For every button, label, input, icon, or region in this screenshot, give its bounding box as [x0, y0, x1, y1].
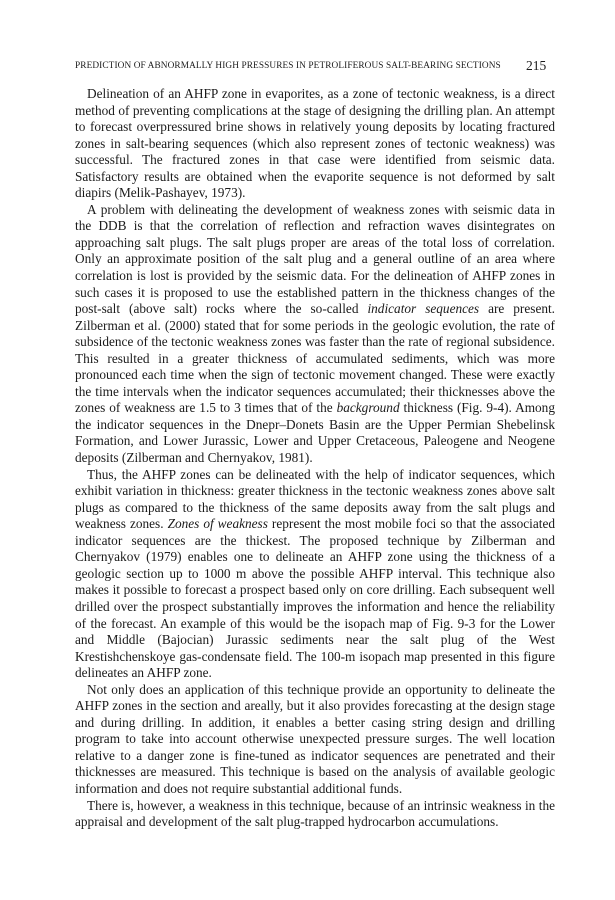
paragraph-5-text: There is, however, a weakness in this technique, because of an intrinsic weakness in the appraisal and development of the salt plug-trapped hydrocarbon accumulations. [75, 797, 555, 830]
paragraph-4 [75, 682, 555, 798]
paragraph-5 [75, 798, 555, 831]
paragraph-2-text-b: are present. Zilberman et al. (2000) stated that for some periods in the geologic evolution, the rate of subsidence of the tectonic weakness zones was faster than the rate of regional subsidence. This resulted in a greater thickness of accumulated sediments, which was more pronounced each time when the sign of tectonic movement changed. These were exactly the time intervals when the indicator sequences accumulated; their thicknesses above the zones of weakness are 1.5 to 3 times that of the [75, 301, 556, 416]
paragraph-3 [75, 467, 555, 682]
paragraph-1-text: Delineation of an AHFP zone in evaporites, as a zone of tectonic weakness, is a direct method of preventing complications at the stage of designing the drilling plan. An attempt to forecast overpressured brine shows in relatively young deposits by locating fractured zones in salt-bearing sequences (which also represent zones of tectonic weakness) was successful. The fractured zones in that case were identified from seismic data. Satisfactory results are obtained when the evaporite sequence is not deformed by salt diapirs (Melik-Pashayev, 1973). [75, 86, 555, 201]
paragraph-2 [75, 202, 555, 467]
paragraph-2-text-c: thickness (Fig. 9-4). Among the indicator sequences in the Dnepr–Donets Basin are the Upper Permian Shebelinsk Formation, and Lower Jurassic, Lower and Upper Cretaceous, Paleogene and Neogene deposits (Zilberman and Chernyakov, 1981). [75, 400, 555, 466]
running-head: PREDICTION OF ABNORMALLY HIGH PRESSURES IN PETROLIFEROUS SALT-BEARING SECTIONS [75, 61, 501, 71]
paragraph-3-text-b: represent the most mobile foci so that the associated indicator sequences are the thickest. The proposed technique by Zilberman and Chernyakov (1979) enables one to delineate an AHFP zone using the thickness of a geologic section up to 1000 m above the possible AHFP interval. This technique also makes it possible to forecast a prospect based only on core drilling. Each subsequent well drilled over the prospect substantially improves the information and hence the reliability of the forecast. An example of this would be the isopach map of Fig. 9-3 for the Lower and Middle (Bajocian) Jurassic sediments near the salt plug of the West Krestishchenskoye gas-condensate field. The 100-m isopach map presented in this figure delineates an AHFP zone. [75, 516, 555, 681]
body-text [75, 86, 555, 831]
emphasis-zones-of-weakness: Zones of weakness [167, 516, 268, 532]
paragraph-1 [75, 86, 555, 202]
paragraph-2-text-a: A problem with delineating the development of weakness zones with seismic data in the DDB is that the correlation of reflection and refraction waves disintegrates on approaching salt plugs. The salt plugs proper are areas of the total loss of correlation. Only an approximate position of the salt plug and a general outline of an area where correlation is lost is provided by the seismic data. For the delineation of AHFP zones in such cases it is proposed to use the established pattern in the thickness changes of the post-salt (above salt) rocks where the so-called [75, 201, 555, 317]
emphasis-indicator-sequences: indicator sequences [367, 301, 480, 317]
paragraph-4-text: Not only does an application of this technique provide an opportunity to delineate the AHFP zones in the section and areally, but it also provides forecasting at the design stage and during drilling. In addition, it enables a better casing string design and drilling program to take into account otherwise unexpected pressure surges. The well location relative to a danger zone is fine-tuned as indicator sequences are penetrated and their thicknesses are measured. This technique is based on the analysis of available geologic information and does not require substantial additional funds. [75, 681, 555, 796]
paragraph-3-text-a: Thus, the AHFP zones can be delineated with the help of indicator sequences, which exhibit variation in thickness: greater thickness in the tectonic weakness zones above salt plugs as compared to the thickness of the same deposits away from the salt plugs and weakness zones. [75, 466, 555, 532]
page-number: 215 [526, 58, 547, 73]
emphasis-background: background [336, 400, 400, 416]
